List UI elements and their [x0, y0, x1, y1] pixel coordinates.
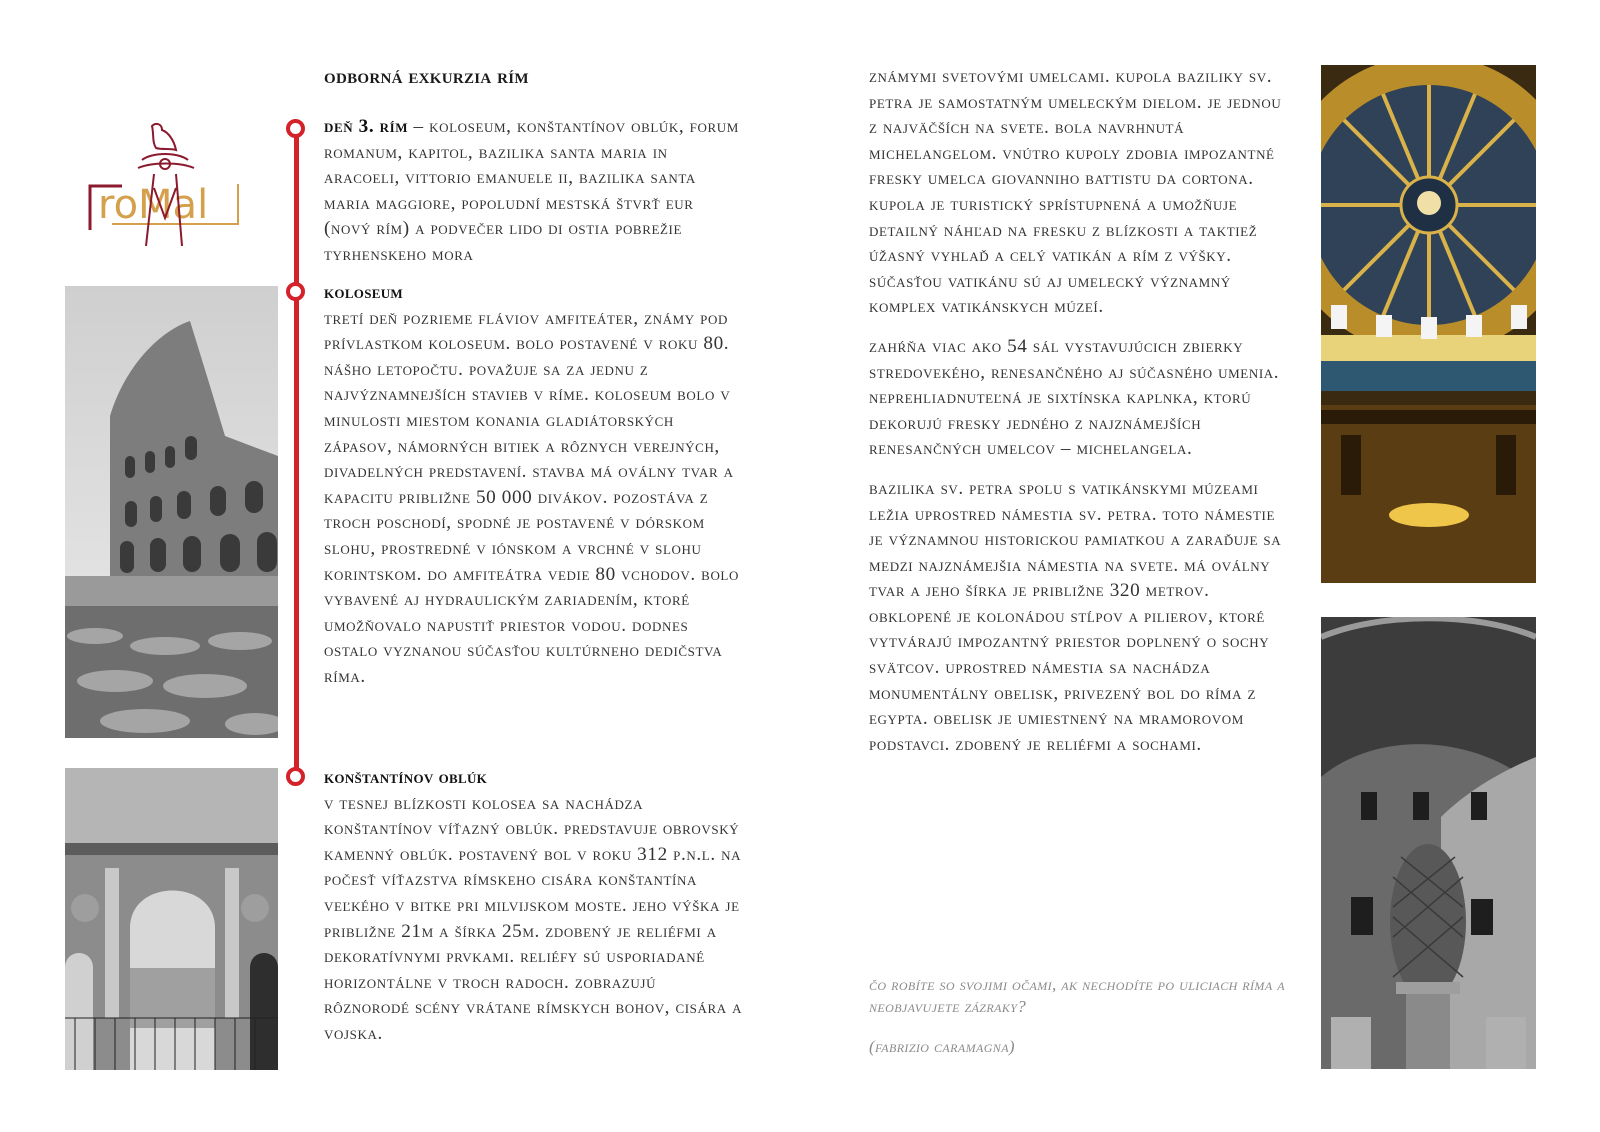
- paragraph: bazilika sv. petra spolu s vatikánskymi múzeami ležia uprostred námestia sv. petra. toto námestie je významnou historickou pamiatkou a zaraďuje sa medzi najznámejšia námestia na svete. má oválny tvar a jeho šírka je približne 320 metrov. obklopené je kolonádou stĺpov a pilierov, ktoré vytvárajú impozantný priestor doplnený o sochy svätcov. uprostred námestia sa nachádza monumentálny obelisk, privezený bol do ríma z egypta. obelisk je umiestnený na mramorovom podstavci. zdobený je reliéfmi a sochami.: [869, 477, 1282, 755]
- section-konstantin: [324, 765, 744, 1047]
- page-title: odborná exkurzia rím: [324, 64, 529, 88]
- roma-logo: [82, 118, 252, 248]
- timeline-marker-konstantin: [286, 767, 305, 786]
- section-text: v tesnej blízkosti kolosea sa nachádza konštantínov víťazný oblúk. predstavuje obrovský kamenný oblúk. postavený bol v roku 312 p.n.l. na počesť víťazstva rímskeho cisára konštantína veľkého v bitke pri milvijskom moste. jeho výška je približne 21m a šírka 25m. zdobený je reliéfmi a dekoratívnymi prvkami. reliéfy sú usporiadané horizontálne v troch radoch. zobrazujú rôznorodé scény vrátane rímskych bohov, cisára a vojska.: [324, 792, 743, 1044]
- paragraph: známymi svetovými umelcami. kupola baziliky sv. petra je samostatným umeleckým dielom. je jednou z najväčších na svete. bola navrhnutá michelangelom. vnútro kupoly zdobia impozantné fresky umelca giovanniho battistu da cortona. kupola je turistický sprístupnená a umožňuje detailný náhľad na fresku z blízkosti a taktiež úžasný vyhlaď a celý vatikán a rím z výšky. súčasťou vatikánu sú aj umelecký významný komplex vatikánskych múzeí.: [869, 66, 1282, 318]
- day-separator: –: [408, 116, 430, 137]
- section-text: tretí deň pozrieme fláviov amfiteáter, známy pod prívlastkom koloseum. bolo postavené v roku 80. nášho letopočtu. považuje sa za jednu z najvýznamnejších stavieb v ríme. koloseum bolo v minulosti miestom konania gladiátorských zápasov, námorných bitiek a rôznych verejných, divadelných predstavení. stavba má oválny tvar a kapacitu približne 50 000 divákov. pozostáva z troch poschodí, spodné je postavené v dórskom slohu, prostredné v iónskom a vrchné v slohu korintskom. do amfiteátra vedie 80 vchodov. bolo vybavené aj hydraulickým zariadením, ktoré umožňovalo napustiť priestor vodou. dodnes ostalo vyznanou súčasťou kultúrneho dedičstva ríma.: [324, 307, 739, 687]
- section-koloseum: [324, 280, 744, 690]
- day-label: deň 3. rím: [324, 116, 409, 137]
- pinecone-courtyard-photo: [1321, 617, 1536, 1069]
- quote: čo robíte so svojimi očami, ak nechodíte po uliciach ríma a neobjavujete zázraky?: [869, 975, 1285, 1016]
- day-text: koloseum, konštantínov oblúk, forum romanum, kapitol, bazilika santa maria in aracoeli, vittorio emanuele ii, bazilika santa maria maggiore, popoludní mestská štvrť eur (nový rím) a podvečer lido di ostia pobrežie tyrhenskeho mora: [324, 116, 739, 265]
- constantine-arch-photo: [65, 768, 278, 1070]
- colosseum-photo: [65, 286, 278, 738]
- timeline-marker-koloseum: [286, 282, 305, 301]
- day-intro: [324, 114, 744, 268]
- right-column: [869, 64, 1289, 757]
- logo-text: roMal: [98, 182, 209, 228]
- timeline-line: [294, 132, 299, 780]
- paragraph: zahŕňa viac ako 54 sál vystavujúcich zbierky stredovekého, renesančného aj súčasného umenia. neprehliadnuteľná je sixtínska kaplnka, ktorú dekorujú fresky jedného z najznámejších renesančných umelcov – michelangela.: [869, 335, 1280, 460]
- st-peters-dome-photo: [1321, 65, 1536, 583]
- section-heading: koloseum: [324, 282, 403, 303]
- section-heading: konštantínov oblúk: [324, 767, 488, 788]
- quote-author: (fabrizio caramagna): [869, 1037, 1015, 1056]
- timeline-marker-day: [286, 119, 305, 138]
